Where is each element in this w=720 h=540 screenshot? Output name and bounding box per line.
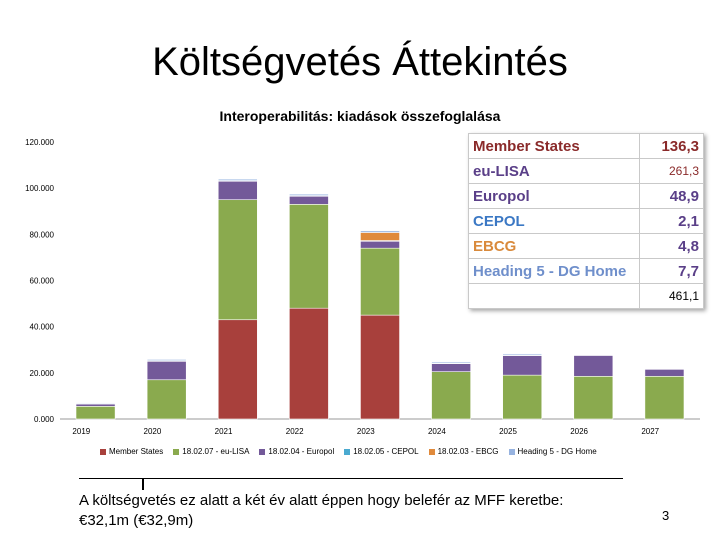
bar-segment xyxy=(218,200,257,320)
chart-title: Interoperabilitás: kiadások összefoglalása xyxy=(219,108,501,124)
legend-swatch xyxy=(259,449,265,455)
x-tick-label: 2022 xyxy=(285,427,304,436)
summary-label: Heading 5 - DG Home xyxy=(469,259,640,284)
y-tick-label: 40.000 xyxy=(29,322,54,332)
legend-swatch xyxy=(429,449,435,455)
bar-segment xyxy=(432,362,471,363)
bar-segment xyxy=(503,356,542,376)
legend-item xyxy=(100,447,163,456)
x-tick-label: 2021 xyxy=(214,427,233,436)
summary-row xyxy=(469,234,704,259)
bar-segment xyxy=(432,372,471,419)
legend-swatch xyxy=(509,449,515,455)
summary-row xyxy=(469,284,704,309)
y-tick-label: 100.000 xyxy=(25,184,54,194)
legend-label: 18.02.03 - EBCG xyxy=(437,447,499,456)
summary-row xyxy=(469,159,704,184)
legend-swatch xyxy=(344,449,350,455)
summary-value: 461,1 xyxy=(640,284,704,309)
bar-segment xyxy=(574,376,613,419)
x-tick-label: 2026 xyxy=(570,427,589,436)
summary-row xyxy=(469,259,704,284)
footer-note-line2: €32,1m (€32,9m) xyxy=(79,512,194,529)
x-tick-label: 2019 xyxy=(72,427,91,436)
y-tick-label: 60.000 xyxy=(29,276,54,286)
y-tick-label: 120.000 xyxy=(25,138,54,147)
x-tick-label: 2025 xyxy=(499,427,517,436)
bar-segment xyxy=(503,354,542,355)
summary-label: Europol xyxy=(469,184,640,209)
legend-label: Heading 5 - DG Home xyxy=(517,447,597,456)
bar-segment xyxy=(574,356,613,377)
bar-segment xyxy=(218,320,257,419)
bar-segment xyxy=(360,231,399,233)
footer-bracket xyxy=(79,478,623,489)
legend-label: 18.02.07 - eu-LISA xyxy=(182,447,250,456)
page-number: 3 xyxy=(662,508,670,523)
bar-segment xyxy=(147,361,186,379)
legend-swatch xyxy=(173,449,179,455)
legend-swatch xyxy=(100,449,106,455)
summary-value: 261,3 xyxy=(640,159,704,184)
bar-segment xyxy=(360,248,399,315)
summary-label: CEPOL xyxy=(469,209,640,234)
footer-bracket-tick xyxy=(142,478,144,490)
bar-segment xyxy=(360,315,399,419)
summary-value: 136,3 xyxy=(640,134,704,159)
footer-note xyxy=(79,491,639,531)
legend-label: 18.02.04 - Europol xyxy=(268,447,335,456)
bar-segment xyxy=(76,404,115,406)
summary-row xyxy=(469,184,704,209)
bar-segment xyxy=(147,380,186,419)
x-tick-label: 2027 xyxy=(641,427,660,436)
bar-segment xyxy=(432,364,471,372)
bar-segment xyxy=(76,406,115,419)
legend-item xyxy=(259,447,334,456)
legend-item xyxy=(344,447,418,456)
bar-segment xyxy=(147,359,186,360)
summary-label xyxy=(469,284,640,309)
summary-row xyxy=(469,209,704,234)
legend-item xyxy=(173,447,249,456)
x-tick-label: 2024 xyxy=(427,427,446,436)
summary-label: EBCG xyxy=(469,234,640,259)
y-tick-label: 80.000 xyxy=(29,230,54,240)
bar-segment xyxy=(645,369,684,376)
bar-segment xyxy=(76,403,115,404)
bar-segment xyxy=(360,232,399,240)
summary-label: Member States xyxy=(469,134,640,159)
slide-title: Költségvetés Áttekintés xyxy=(152,40,568,84)
summary-value: 48,9 xyxy=(640,184,704,209)
bar-segment xyxy=(360,241,399,248)
summary-value: 4,8 xyxy=(640,234,704,259)
x-tick-label: 2023 xyxy=(356,427,375,436)
chart-legend xyxy=(100,447,597,456)
bar-segment xyxy=(218,179,257,180)
bar-segment xyxy=(289,204,328,308)
summary-value: 7,7 xyxy=(640,259,704,284)
x-tick-label: 2020 xyxy=(143,427,162,436)
bar-segment xyxy=(289,308,328,419)
bar-segment xyxy=(289,196,328,204)
legend-label: 18.02.05 - CEPOL xyxy=(353,447,419,456)
y-tick-label: 0.000 xyxy=(33,415,54,424)
footer-note-line1: A költségvetés ez alatt a két év alatt éppen hogy belefér az MFF keretbe: xyxy=(79,492,564,509)
bar-segment xyxy=(645,376,684,419)
summary-row xyxy=(469,134,704,159)
summary-value: 2,1 xyxy=(640,209,704,234)
bar-segment xyxy=(289,194,328,195)
bar-segment xyxy=(503,375,542,419)
budget-summary-table xyxy=(468,133,704,309)
legend-label: Member States xyxy=(109,447,164,456)
legend-item xyxy=(429,447,499,456)
summary-label: eu-LISA xyxy=(469,159,640,184)
legend-item xyxy=(509,447,597,456)
y-tick-label: 20.000 xyxy=(29,368,54,378)
bar-segment xyxy=(218,181,257,199)
